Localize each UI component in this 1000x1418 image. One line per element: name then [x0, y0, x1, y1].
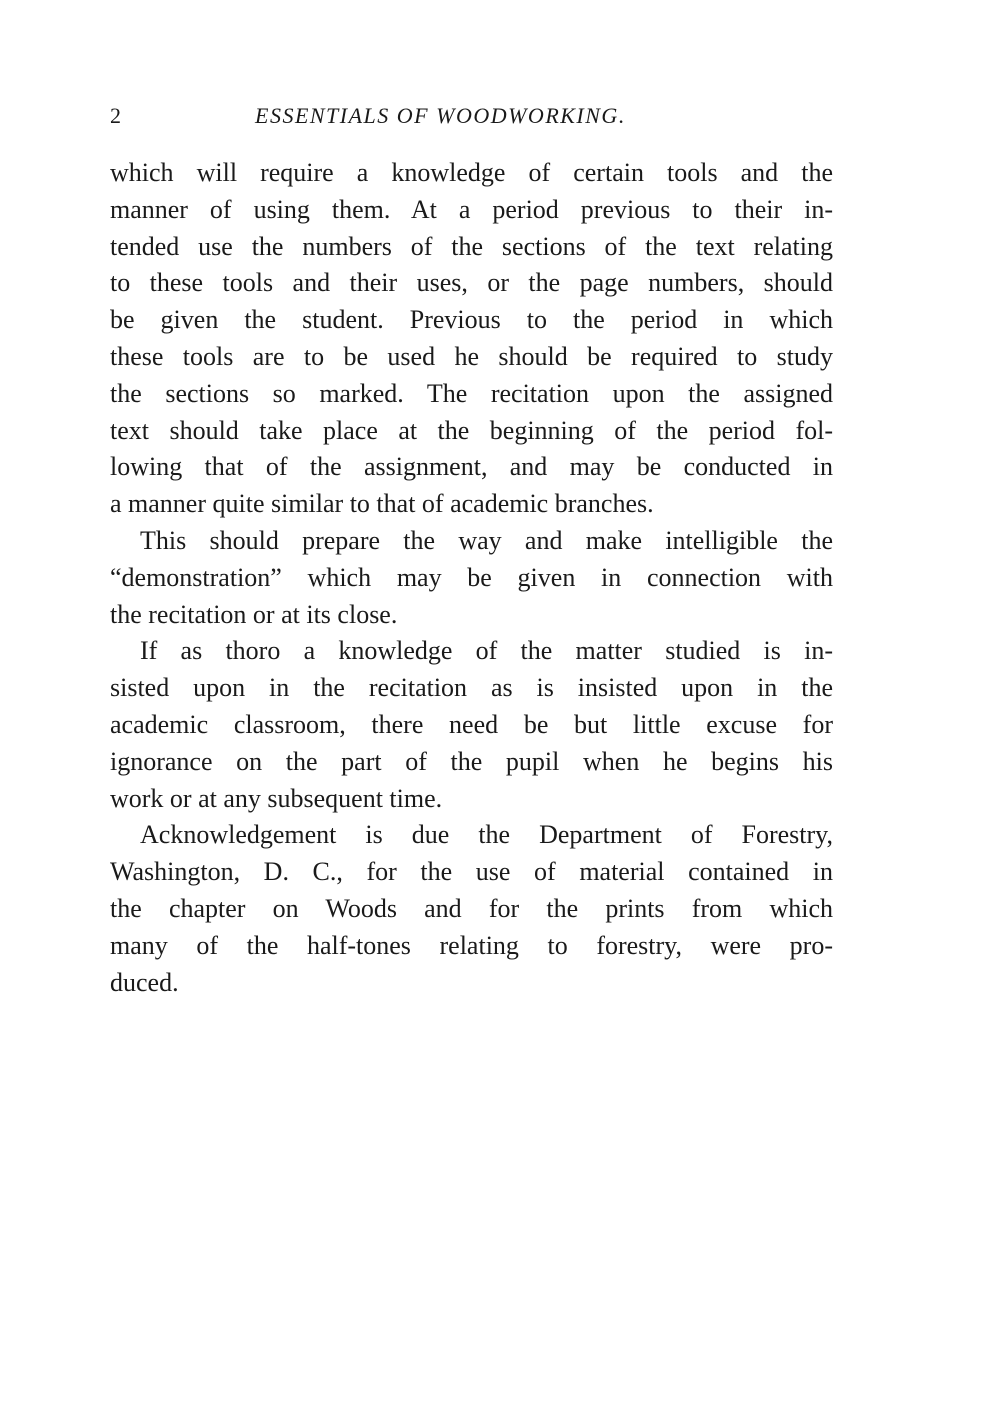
text-line: academic classroom, there need be but little excuse for — [110, 709, 833, 739]
body-text — [110, 155, 833, 1001]
text-line: tended use the numbers of the sections of the text relating — [110, 231, 833, 261]
text-line: ignorance on the part of the pupil when he begins his — [110, 746, 833, 776]
text-line: work or at any subsequent time. — [110, 783, 443, 813]
text-line: be given the student. Previous to the period in which — [110, 305, 833, 335]
paragraph-tools-knowledge — [110, 155, 833, 523]
text-line: which will require a knowledge of certain tools and the — [110, 158, 833, 187]
text-line: Washington, D. C., for the use of material contained in — [110, 857, 833, 887]
text-line: to these tools and their uses, or the page numbers, should — [110, 268, 833, 298]
text-line: This should prepare the way and make intelligible the — [140, 525, 833, 555]
text-line: Acknowledgement is due the Department of Forestry, — [140, 820, 833, 850]
paragraph-demonstration — [110, 523, 833, 633]
text-line: text should take place at the beginning of the period fol- — [110, 415, 833, 445]
text-line: the sections so marked. The recitation upon the assigned — [110, 378, 833, 408]
text-line: these tools are to be used he should be required to study — [110, 341, 833, 371]
text-line: a manner quite similar to that of academic branches. — [110, 489, 654, 519]
text-line: If as thoro a knowledge of the matter studied is in- — [140, 636, 833, 666]
text-line: the recitation or at its close. — [110, 599, 398, 629]
text-line: lowing that of the assignment, and may be conducted in — [110, 452, 833, 482]
text-line: many of the half-tones relating to forestry, were pro- — [110, 930, 833, 960]
running-title: ESSENTIALS OF WOODWORKING. — [255, 103, 626, 128]
page-number: 2 — [110, 103, 121, 128]
text-line: sisted upon in the recitation as is insisted upon in the — [110, 673, 833, 703]
text-line: duced. — [110, 967, 179, 997]
running-head — [110, 100, 833, 132]
paragraph-recitation — [110, 633, 833, 817]
text-line: “demonstration” which may be given in connection with — [110, 562, 833, 592]
text-line: manner of using them. At a period previous to their in- — [110, 194, 833, 224]
paragraph-acknowledgement — [110, 817, 833, 1001]
text-line: the chapter on Woods and for the prints from which — [110, 893, 833, 923]
